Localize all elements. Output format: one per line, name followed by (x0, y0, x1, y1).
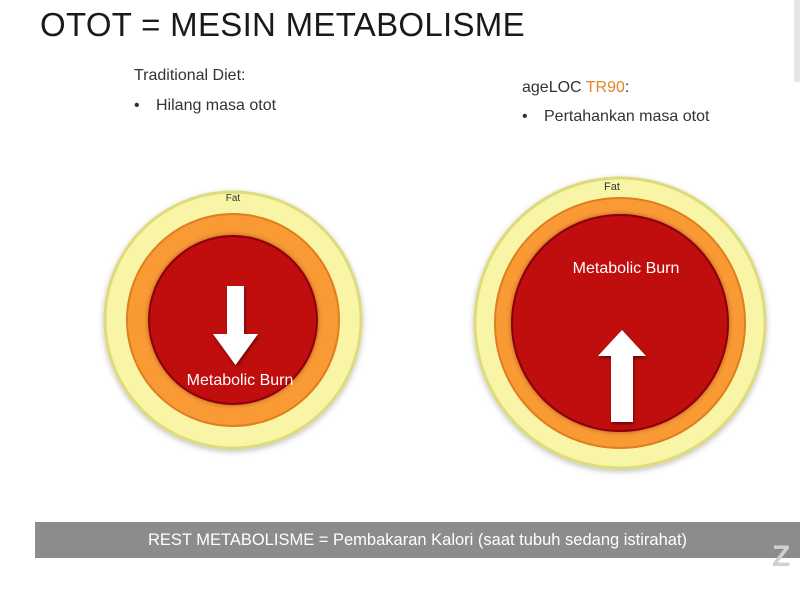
right-metabolism-circle (475, 178, 765, 468)
right-burn-label: Metabolic Burn (572, 260, 680, 277)
right-heading-accent: TR90 (585, 79, 625, 96)
right-fat-label: Fat (604, 181, 620, 193)
left-burn-label: Metabolic Burn (186, 372, 294, 389)
bullet-dot: • (522, 108, 528, 125)
watermark-logo-icon: Z (772, 540, 791, 573)
left-bullet-text: Hilang masa otot (156, 97, 277, 114)
left-metabolism-circle (105, 192, 361, 448)
footer-bar (35, 522, 800, 558)
left-fat-label: Fat (225, 193, 241, 204)
right-bullet-text: Pertahankan masa otot (544, 108, 710, 125)
bullet-dot: • (134, 97, 140, 114)
right-heading-prefix: ageLOC (522, 79, 586, 96)
left-heading: Traditional Diet: (134, 67, 246, 84)
right-heading-suffix: : (624, 79, 630, 96)
footer-text: REST METABOLISME = Pembakaran Kalori (saat tubuh sedang istirahat) (147, 530, 688, 549)
page-title: OTOT = MESIN METABOLISME (40, 6, 525, 43)
